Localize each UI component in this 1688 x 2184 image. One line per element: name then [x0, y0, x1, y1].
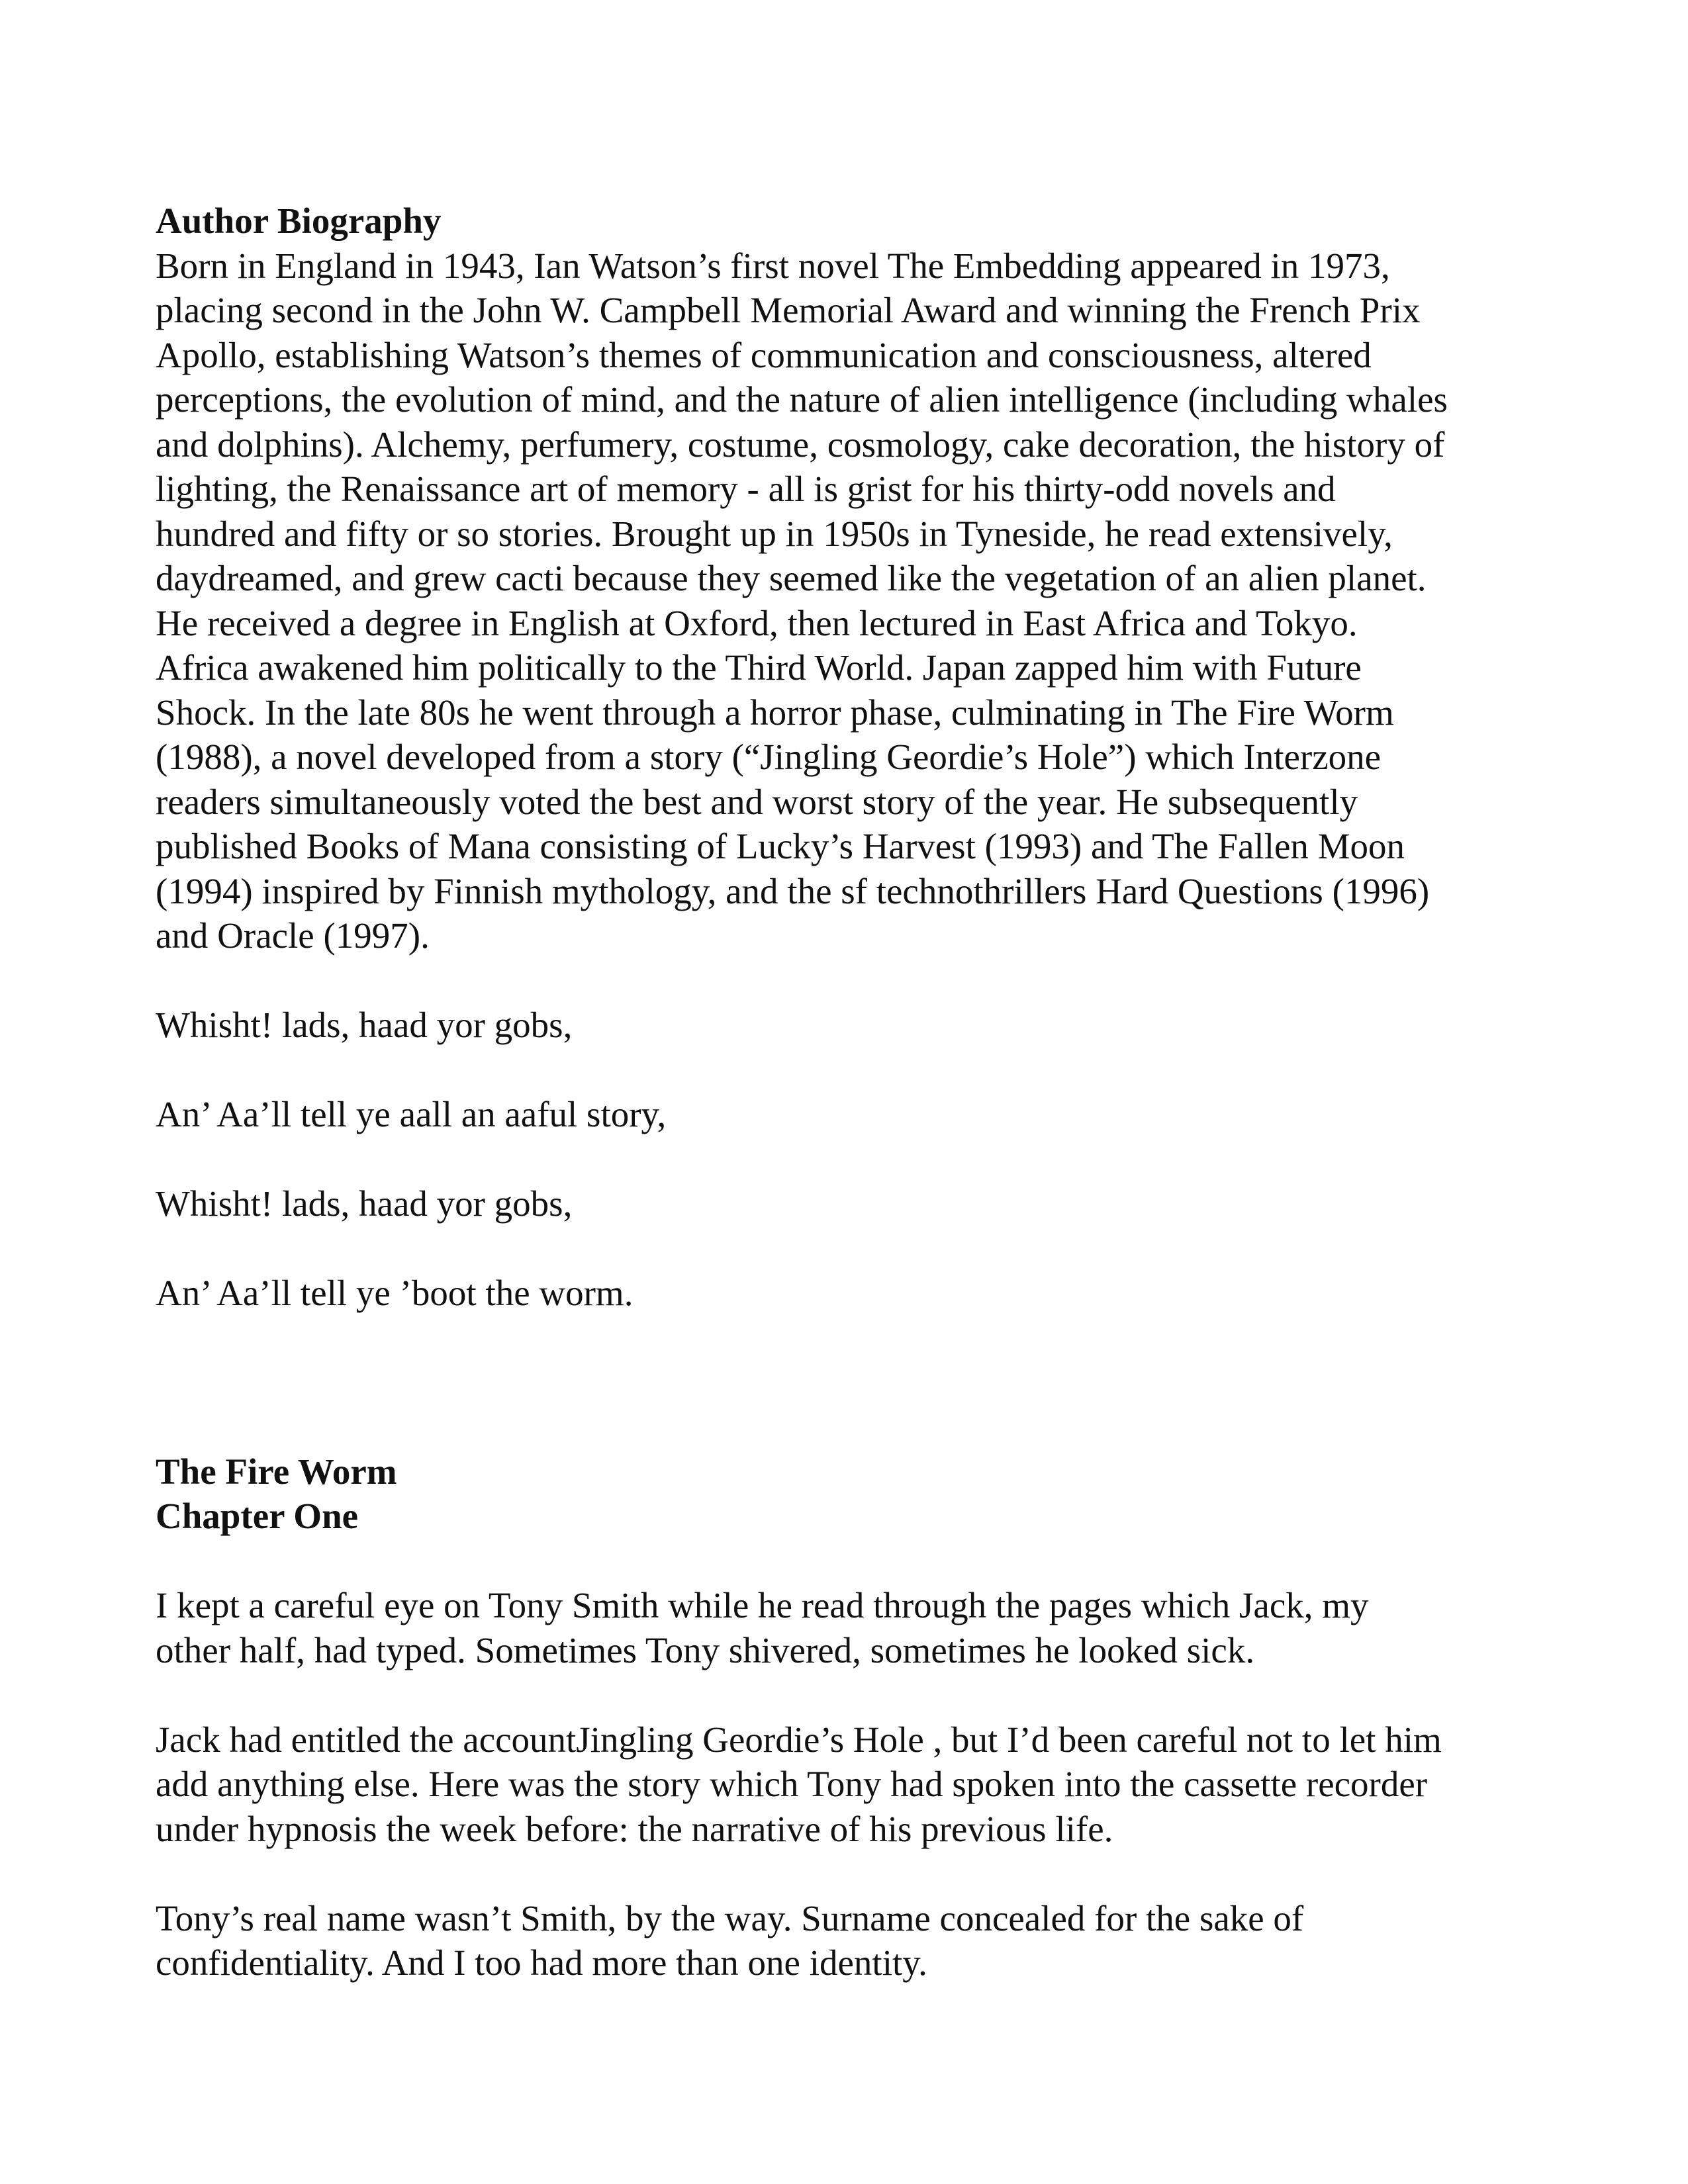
chapter-one — [156, 1449, 1566, 1985]
bio-line: published Books of Mana consisting of Lucky’s Harvest (1993) and The Fallen Moon — [156, 826, 1405, 866]
spacer — [156, 1672, 1566, 1717]
document-page — [156, 199, 1566, 1985]
chapter-title: The Fire Worm — [156, 1451, 397, 1492]
spacer — [156, 1137, 1566, 1182]
paragraph-line: under hypnosis the week before: the narrative of his previous life. — [156, 1808, 1113, 1849]
bio-line: Apollo, establishing Watson’s themes of communication and consciousness, altered — [156, 334, 1372, 375]
bio-line: perceptions, the evolution of mind, and the nature of alien intelligence (including whales — [156, 379, 1448, 420]
spacer — [156, 1048, 1566, 1093]
spacer — [156, 1851, 1566, 1896]
bio-line: and Oracle (1997). — [156, 915, 430, 956]
bio-line: (1994) inspired by Finnish mythology, and the sf technothrillers Hard Questions (1996) — [156, 870, 1430, 911]
bio-line: hundred and fifty or so stories. Brought up in 1950s in Tyneside, he read extensively, — [156, 513, 1393, 554]
spacer — [156, 1316, 1566, 1449]
paragraph-line: other half, had typed. Sometimes Tony shivered, sometimes he looked sick. — [156, 1629, 1255, 1670]
verse-line: Whisht! lads, haad yor gobs, — [156, 1183, 573, 1224]
verse — [156, 1003, 1566, 1316]
bio-line: Africa awakened him politically to the Third World. Japan zapped him with Future — [156, 647, 1362, 688]
bio-heading: Author Biography — [156, 201, 442, 241]
bio-line: placing second in the John W. Campbell Memorial Award and winning the French Prix — [156, 290, 1421, 330]
spacer — [156, 1539, 1566, 1584]
verse-line: Whisht! lads, haad yor gobs, — [156, 1005, 573, 1045]
bio-line: readers simultaneously voted the best and worst story of the year. He subsequently — [156, 781, 1358, 822]
bio-line: and dolphins). Alchemy, perfumery, costume, cosmology, cake decoration, the history of — [156, 424, 1445, 465]
paragraph-line: add anything else. Here was the story which Tony had spoken into the cassette recorder — [156, 1764, 1428, 1804]
paragraph-line: I kept a careful eye on Tony Smith while he read through the pages which Jack, my — [156, 1585, 1369, 1625]
spacer — [156, 1226, 1566, 1271]
bio-line: He received a degree in English at Oxford, then lectured in East Africa and Tokyo. — [156, 602, 1358, 643]
bio-line: daydreamed, and grew cacti because they seemed like the vegetation of an alien planet. — [156, 558, 1427, 598]
paragraph — [156, 1896, 1566, 1985]
paragraph — [156, 1717, 1566, 1852]
bio-line: lighting, the Renaissance art of memory - all is grist for his thirty-odd novels and — [156, 469, 1336, 509]
paragraph-line: confidentiality. And I too had more than one identity. — [156, 1942, 927, 1983]
bio-line: (1988), a novel developed from a story (“Jingling Geordie’s Hole”) which Interzone — [156, 737, 1382, 777]
verse-line: An’ Aa’ll tell ye aall an aaful story, — [156, 1094, 667, 1134]
author-biography — [156, 199, 1566, 958]
paragraph-line: Tony’s real name wasn’t Smith, by the way. Surname concealed for the sake of — [156, 1897, 1304, 1938]
bio-line: Born in England in 1943, Ian Watson’s first novel The Embedding appeared in 1973, — [156, 245, 1390, 286]
paragraph-line: Jack had entitled the accountJingling Geordie’s Hole , but I’d been careful not to let him — [156, 1719, 1442, 1760]
bio-line: Shock. In the late 80s he went through a horror phase, culminating in The Fire Worm — [156, 692, 1394, 733]
verse-line: An’ Aa’ll tell ye ’boot the worm. — [156, 1273, 633, 1313]
spacer — [156, 958, 1566, 1003]
paragraph — [156, 1583, 1566, 1672]
chapter-subtitle: Chapter One — [156, 1496, 359, 1536]
